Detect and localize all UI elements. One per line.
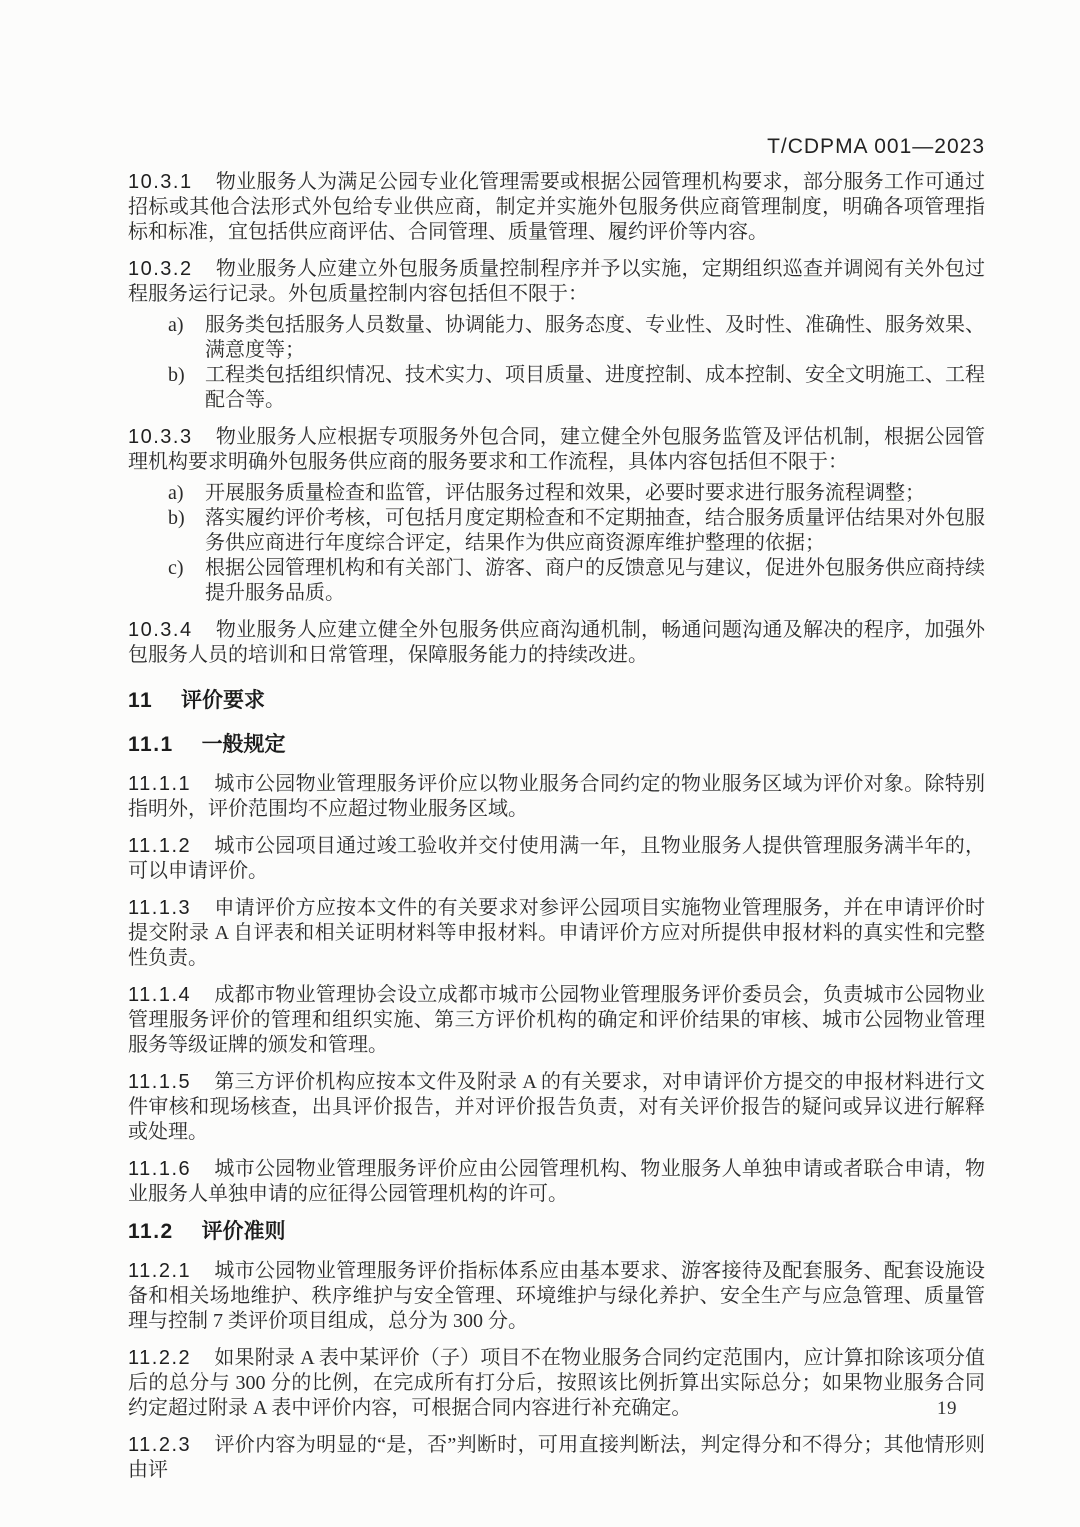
clause-number: 10.3.2 [128,258,193,280]
clause-text: 如果附录 A 表中某评价（子）项目不在物业服务合同约定范围内，应计算扣除该项分值后的总分与 300 分的比例，在完成所有打分后，按照该比例折算出实际总分；如果物业服务合同约定超过附录 A 表中评价内容，可根据合同内容进行补充确定。 [128,1347,986,1419]
clause-text: 物业服务人应建立外包服务质量控制程序并予以实施，定期组织巡查并调阅有关外包过程服务运行记录。外包质量控制内容包括但不限于： [128,258,986,305]
item-list [128,313,985,413]
clause-number: 10.3.3 [128,426,193,448]
subsection-heading [128,1219,985,1245]
clause-paragraph [128,618,985,668]
list-item-marker: a) [168,482,184,504]
clause-number: 10.3.1 [128,171,193,193]
clause-number: 11.1.5 [128,1071,192,1093]
list-item-text: 服务类包括服务人员数量、协调能力、服务态度、专业性、及时性、准确性、服务效果、满意度等； [205,314,985,361]
list-item-text: 落实履约评价考核，可包括月度定期检查和不定期抽查，结合服务质量评估结果对外包服务供应商进行年度综合评定，结果作为供应商资源库维护整理的依据； [205,507,985,554]
list-item [168,363,985,413]
clause-text: 城市公园物业管理服务评价应由公园管理机构、物业服务人单独申请或者联合申请，物业服务人单独申请的应征得公园管理机构的许可。 [128,1158,986,1205]
clause-number: 11.2.2 [128,1347,192,1369]
clause-number: 11.1.6 [128,1158,192,1180]
list-item [168,506,985,556]
list-item-marker: a) [168,314,184,336]
clause-paragraph [128,1259,985,1334]
clause-paragraph [128,983,985,1058]
clause-text: 城市公园项目通过竣工验收并交付使用满一年，且物业服务人提供管理服务满半年的，可以申请评价。 [128,835,986,882]
clause-paragraph [128,772,985,822]
subsection-title: 一般规定 [201,733,286,756]
clause-paragraph [128,1346,985,1421]
clause-number: 11.1.2 [128,835,192,857]
list-item [168,313,985,363]
standard-number-header: T/CDPMA 001—2023 [767,135,985,158]
list-item [168,556,985,606]
list-item-marker: c) [168,557,184,579]
clause-text: 城市公园物业管理服务评价应以物业服务合同约定的物业服务区域为评价对象。除特别指明外，评价范围均不应超过物业服务区域。 [128,773,986,820]
document-content [128,134,985,1495]
clause-text: 物业服务人为满足公园专业化管理需要或根据公园管理机构要求，部分服务工作可通过招标或其他合法形式外包给专业供应商，制定并实施外包服务供应商管理制度，明确各项管理指标和标准，宜包括供应商评估、合同管理、质量管理、履约评价等内容。 [128,171,986,243]
list-item-marker: b) [168,364,185,386]
list-item-text: 开展服务质量检查和监管，评估服务过程和效果，必要时要求进行服务流程调整； [205,482,925,504]
document-body [128,170,985,1483]
subsection-heading [128,732,985,758]
item-list [128,481,985,606]
subsection-number: 11.2 [128,1220,174,1243]
clause-number: 11.2.1 [128,1260,192,1282]
clause-paragraph [128,170,985,245]
section-number: 11 [128,689,154,712]
list-item-text: 根据公园管理机构和有关部门、游客、商户的反馈意见与建议，促进外包服务供应商持续提升服务品质。 [205,557,985,604]
clause-paragraph [128,257,985,307]
clause-number: 11.2.3 [128,1434,192,1456]
clause-number: 11.1.1 [128,773,192,795]
list-item-text: 工程类包括组织情况、技术实力、项目质量、进度控制、成本控制、安全文明施工、工程配合等。 [205,364,985,411]
clause-text: 物业服务人应根据专项服务外包合同，建立健全外包服务监管及评估机制，根据公园管理机构要求明确外包服务供应商的服务要求和工作流程，具体内容包括但不限于： [128,426,986,473]
list-item [168,481,985,506]
page-number: 19 [937,1398,957,1419]
clause-paragraph [128,834,985,884]
clause-number: 10.3.4 [128,619,193,641]
subsection-number: 11.1 [128,733,174,756]
clause-paragraph [128,896,985,971]
clause-paragraph [128,1157,985,1207]
clause-text: 成都市物业管理协会设立成都市城市公园物业管理服务评价委员会，负责城市公园物业管理服务评价的管理和组织实施、第三方评价机构的确定和评价结果的审核、城市公园物业管理服务等级证牌的颁发和管理。 [128,984,986,1056]
clause-text: 评价内容为明显的“是，否”判断时，可用直接判断法，判定得分和不得分；其他情形则由评 [128,1434,985,1481]
section-title: 评价要求 [181,689,266,712]
clause-paragraph [128,425,985,475]
clause-paragraph [128,1433,985,1483]
subsection-title: 评价准则 [201,1220,286,1243]
clause-text: 城市公园物业管理服务评价指标体系应由基本要求、游客接待及配套服务、配套设施设备和相关场地维护、秩序维护与安全管理、环境维护与绿化养护、安全生产与应急管理、质量管理与控制 7 类评价项目组成，总分为 300 分。 [128,1260,986,1332]
list-item-marker: b) [168,507,185,529]
clause-text: 物业服务人应建立健全外包服务供应商沟通机制，畅通问题沟通及解决的程序，加强外包服务人员的培训和日常管理，保障服务能力的持续改进。 [128,619,986,666]
clause-number: 11.1.4 [128,984,192,1006]
clause-paragraph [128,1070,985,1145]
clause-text: 申请评价方应按本文件的有关要求对参评公园项目实施物业管理服务，并在申请评价时提交附录 A 自评表和相关证明材料等申报材料。申请评价方应对所提供申报材料的真实性和完整性负责。 [128,897,986,969]
clause-number: 11.1.3 [128,897,192,919]
clause-text: 第三方评价机构应按本文件及附录 A 的有关要求，对申请评价方提交的申报材料进行文件审核和现场核查，出具评价报告，并对评价报告负责，对有关评价报告的疑问或异议进行解释或处理。 [128,1071,986,1143]
section-heading [128,688,985,714]
